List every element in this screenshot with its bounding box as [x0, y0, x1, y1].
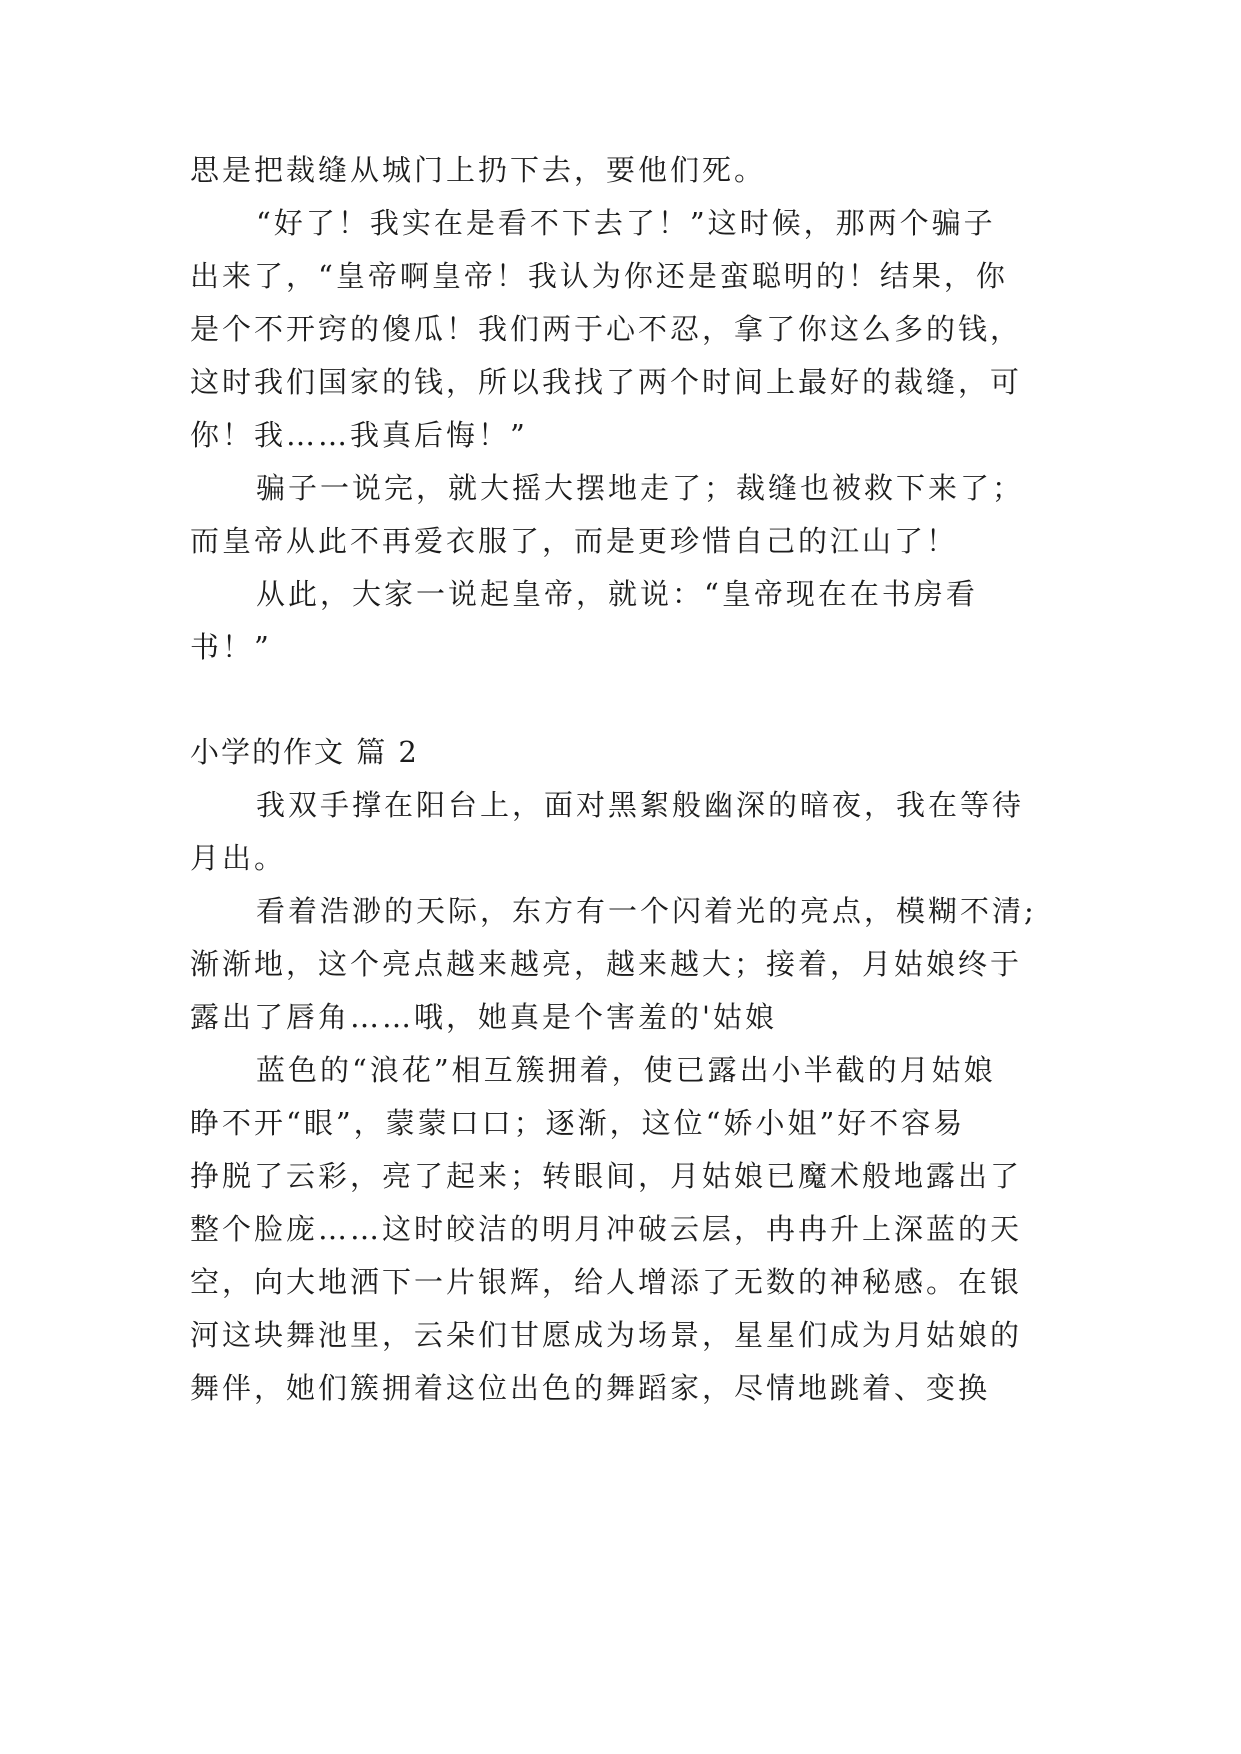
text-line: 渐渐地，这个亮点越来越亮，越来越大；接着，月姑娘终于 — [190, 947, 1023, 981]
text-line: 书！” — [190, 630, 272, 664]
text-line: 睁不开“眼”，蒙蒙口口；逐渐，这位“娇小姐”好不容易 — [190, 1106, 966, 1140]
text-line: 挣脱了云彩，亮了起来；转眼间，月姑娘已魔术般地露出了 — [190, 1159, 1023, 1193]
text-line: 蓝色的“浪花”相互簇拥着，使已露出小半截的月姑娘 — [256, 1053, 996, 1087]
text-line: 露出了唇角……哦，她真是个害羞的'姑娘 — [190, 1000, 777, 1034]
text-line: 而皇帝从此不再爱衣服了，而是更珍惜自己的江山了！ — [190, 524, 959, 558]
section-heading: 小学的作文 篇 2 — [190, 735, 419, 769]
text-line: 看着浩渺的天际，东方有一个闪着光的亮点，模糊不清; — [256, 894, 1037, 928]
text-line: 空，向大地洒下一片银辉，给人增添了无数的神秘感。在银 — [190, 1265, 1023, 1299]
text-line: 整个脸庞……这时皎洁的明月冲破云层，冉冉升上深蓝的天 — [190, 1212, 1023, 1246]
text-line: 月出。 — [190, 841, 287, 875]
text-line: 河这块舞池里，云朵们甘愿成为场景，星星们成为月姑娘的 — [190, 1318, 1023, 1352]
text-line: 思是把裁缝从城门上扔下去，要他们死。 — [190, 153, 767, 187]
text-line: 骗子一说完，就大摇大摆地走了；裁缝也被救下来了； — [256, 471, 1025, 505]
text-line: 是个不开窍的傻瓜！我们两于心不忍，拿了你这么多的钱， — [190, 312, 1023, 346]
text-line: 我双手撑在阳台上，面对黑絮般幽深的暗夜，我在等待 — [256, 788, 1025, 822]
text-line: 舞伴，她们簇拥着这位出色的舞蹈家，尽情地跳着、变换 — [190, 1371, 991, 1405]
text-line: 你！我……我真后悔！” — [190, 418, 528, 452]
text-line: 这时我们国家的钱，所以我找了两个时间上最好的裁缝，可 — [190, 365, 1023, 399]
text-line: “好了！我实在是看不下去了！”这时候，那两个骗子 — [256, 206, 996, 240]
text-line: 从此，大家一说起皇帝，就说：“皇帝现在在书房看 — [256, 577, 978, 611]
text-line: 出来了，“皇帝啊皇帝！我认为你还是蛮聪明的！结果，你 — [190, 259, 1008, 293]
